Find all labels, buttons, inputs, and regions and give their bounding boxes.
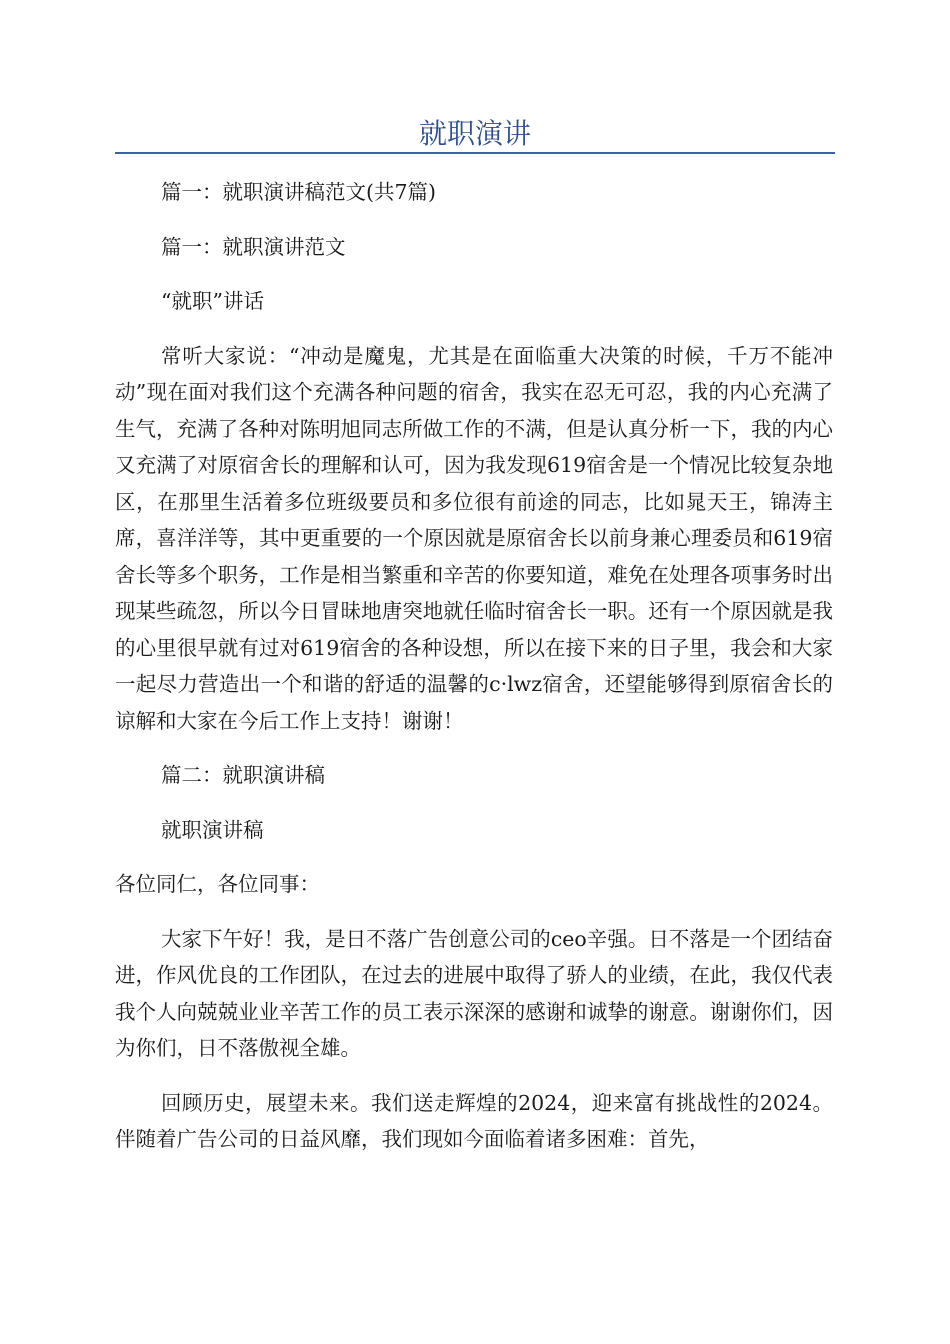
body-paragraph: 常听大家说：“冲动是魔鬼，尤其是在面临重大决策的时候，千万不能冲动”现在面对我们这个充满各种问题的宿舍，我实在忍无可忍，我的内心充满了生气，充满了各种对陈明旭同志所做工作的不满，但是认真分析一下，我的内心又充满了对原宿舍长的理解和认可，因为我发现619宿舍是一个情况比较复杂地区，在那里生活着多位班级要员和多位很有前途的同志，比如晁天王，锦涛主席，喜洋洋等，其中更重要的一个原因就是原宿舍长以前身兼心理委员和619宿舍长等多个职务，工作是相当繁重和辛苦的你要知道，难免在处理各项事务时出现某些疏忽，所以今日冒昧地唐突地就任临时宿舍长一职。还有一个原因就是我的心里很早就有过对619宿舍的各种设想，所以在接下来的日子里，我会和大家一起尽力营造出一个和谐的舒适的温馨的c·lwz宿舍，还望能够得到原宿舍长的谅解和大家在今后工作上支持！谢谢！	[115, 343, 833, 733]
section-heading: 篇一：就职演讲范文	[161, 234, 346, 259]
salutation: 各位同仁，各位同事：	[115, 872, 320, 896]
body-paragraph: 大家下午好！我，是日不落广告创意公司的ceo辛强。日不落是一个团结奋进，作风优良的工作团队，在过去的进展中取得了骄人的业绩，在此，我仅代表我个人向兢兢业业辛苦工作的员工表示深深的感谢和诚挚的谢意。谢谢你们，因为你们，日不落傲视全雄。	[115, 926, 833, 1060]
body-paragraph: 回顾历史，展望未来。我们送走辉煌的2024，迎来富有挑战性的2024。伴随着广告公司的日益风靡，我们现如今面临着诸多困难：首先，	[115, 1090, 833, 1151]
section-heading: 篇一：就职演讲稿范文(共7篇)	[161, 180, 437, 204]
document-title: 就职演讲	[418, 117, 531, 150]
section-heading: 篇二：就职演讲稿	[161, 763, 325, 787]
title-underline	[115, 152, 835, 154]
document-body	[115, 174, 833, 1158]
speech-title: 就职演讲稿	[161, 817, 264, 842]
speech-title: “就职”讲话	[161, 289, 264, 313]
